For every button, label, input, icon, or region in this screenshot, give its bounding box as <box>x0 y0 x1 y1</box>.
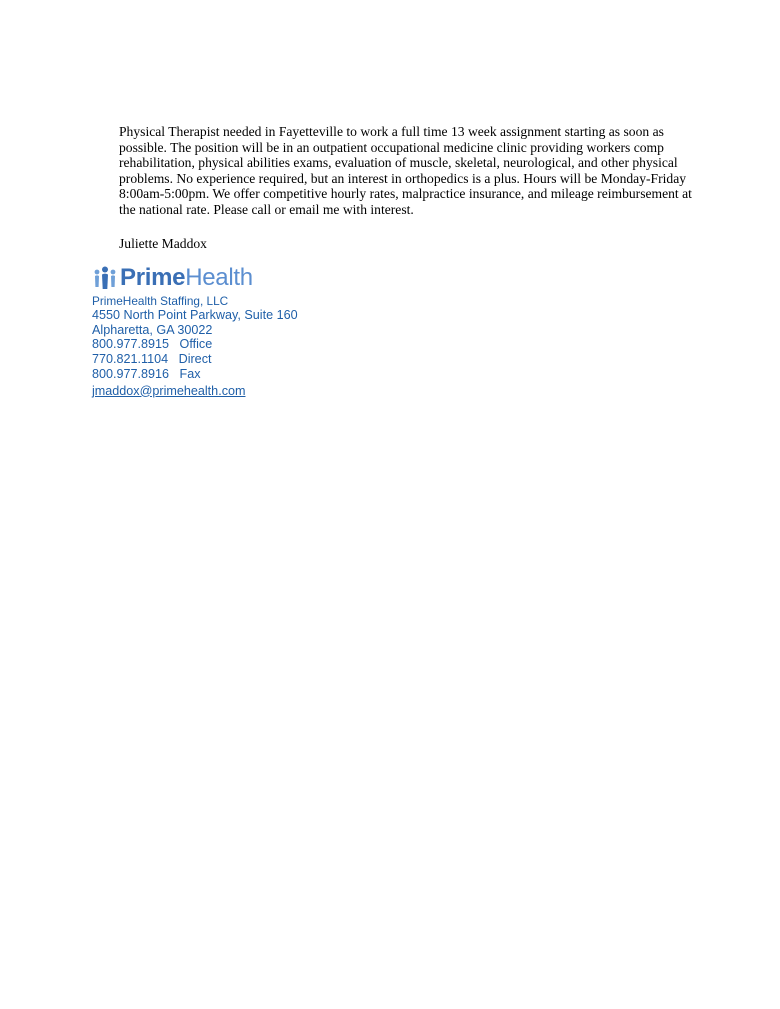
contact-block <box>92 294 298 400</box>
address-line-1: 4550 North Point Parkway, Suite 160 <box>92 308 298 322</box>
letter-body <box>119 124 694 218</box>
office-phone: 800.977.8915 Office <box>92 337 213 352</box>
fax-number: 800.977.8916 Fax <box>92 366 201 381</box>
letter-body-line: the national rate. Please call or email me with interest. <box>119 201 414 217</box>
logo-word-prime: Prime <box>120 264 186 291</box>
company-name: PrimeHealth Staffing, LLC <box>92 294 229 308</box>
address-line-2: Alpharetta, GA 30022 <box>92 322 213 337</box>
letter-body-line: problems. No experience required, but an interest in orthopedics is a plus. Hours will be Monday-Friday <box>119 170 687 186</box>
direct-phone: 770.821.1104 Direct <box>92 352 212 367</box>
signer-name: Juliette Maddox <box>119 236 207 251</box>
letter-body-line: Physical Therapist needed in Fayetteville to work a full time 13 week assignment starting as soon as <box>119 124 664 139</box>
logo-wordmark <box>120 265 253 291</box>
letter-body-line: 8:00am-5:00pm. We offer competitive hourly rates, malpractice insurance, and mileage reimbursement at <box>119 186 692 202</box>
email-link[interactable]: jmaddox@primehealth.com <box>92 383 246 398</box>
people-figures-icon <box>92 265 118 291</box>
letter-body-line: rehabilitation, physical abilities exams, evaluation of muscle, skeletal, neurological, and other physical <box>119 155 678 171</box>
letter-body-line: possible. The position will be in an outpatient occupational medicine clinic providing workers comp <box>119 139 664 155</box>
primehealth-logo <box>92 264 253 292</box>
logo-word-health: Health <box>185 264 253 291</box>
